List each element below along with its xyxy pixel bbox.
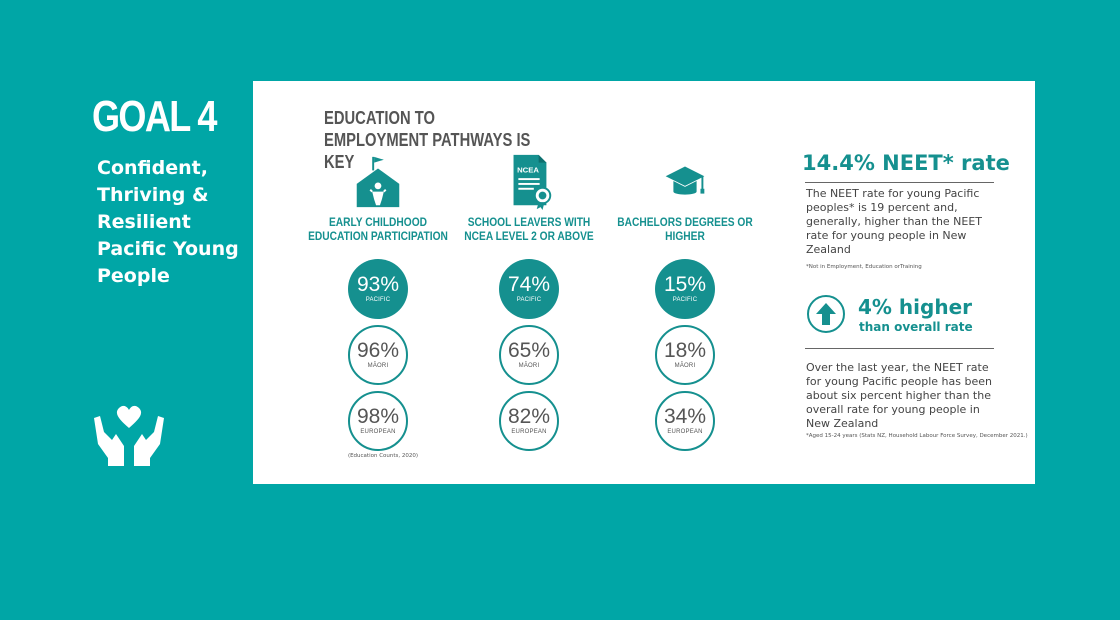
stat-group: MĀORI [518,363,540,369]
column-label: EARLY CHILDHOOD EDUCATION PARTICIPATION [308,215,448,243]
stat-group: EUROPEAN [360,429,396,435]
stat-value: 34% [663,405,707,428]
stat-group: MĀORI [367,363,389,369]
stat-group: PACIFIC [672,297,698,303]
divider [805,182,994,183]
stat-circle-european [499,391,559,451]
ncea-icon-text: NCEA [517,165,539,175]
stat-circle-european [655,391,715,451]
goal-subtitle: Confident, Thriving & Resilient Pacific Young People [97,157,239,287]
column-bachelors [595,153,775,451]
stat-value: 93% [356,273,400,296]
stat-value: 15% [663,273,707,296]
column-school-leavers [439,153,619,451]
education-panel [253,81,1035,484]
stat-group: EUROPEAN [667,429,703,435]
stat-group: EUROPEAN [511,429,547,435]
higher-subtitle: than overall rate [859,320,973,334]
stat-circle-maori [348,325,408,385]
higher-footnote: *Aged 15-24 years (Stats NZ, Household Labour Force Survey, December 2021.) [806,433,1028,439]
hands-heart-icon [90,400,168,468]
stat-value: 82% [507,405,551,428]
arrow-up-icon [807,295,845,333]
goal-title: GOAL 4 [92,92,216,141]
stat-circle-pacific [655,259,715,319]
neet-rate-title: 14.4% NEET* rate [802,151,1010,175]
stat-circle-pacific [499,259,559,319]
source-note: (Education Counts, 2020) [347,453,419,459]
panel-heading: EDUCATION TO EMPLOYMENT PATHWAYS IS KEY [324,108,531,172]
column-label: SCHOOL LEAVERS WITH NCEA LEVEL 2 OR ABOVE [464,215,594,243]
higher-description: Over the last year, the NEET rate for young Pacific people has been about six percent higher than the overall rate for young people in New Zealand [806,361,992,430]
neet-footnote: *Not in Employment, Education orTraining [806,264,922,270]
stat-group: PACIFIC [516,297,542,303]
stat-value: 65% [507,339,551,362]
stat-circle-maori [655,325,715,385]
neet-description: The NEET rate for young Pacific peoples* is 19 percent and, generally, higher than the NEET rate for young people in New Zealand [806,187,983,256]
stat-circle-pacific [348,259,408,319]
stat-group: PACIFIC [365,297,391,303]
column-label: BACHELORS DEGREES OR HIGHER [617,215,753,243]
stat-group: MĀORI [674,363,696,369]
stat-circle-maori [499,325,559,385]
graduation-cap-icon [655,153,715,211]
divider [805,348,994,349]
school-house-icon [348,153,408,211]
higher-title: 4% higher [858,295,972,319]
stat-value: 96% [356,339,400,362]
stat-value: 74% [507,273,551,296]
ncea-certificate-icon [499,153,559,211]
stat-value: 18% [663,339,707,362]
stat-value: 98% [356,405,400,428]
stat-circle-european [348,391,408,451]
